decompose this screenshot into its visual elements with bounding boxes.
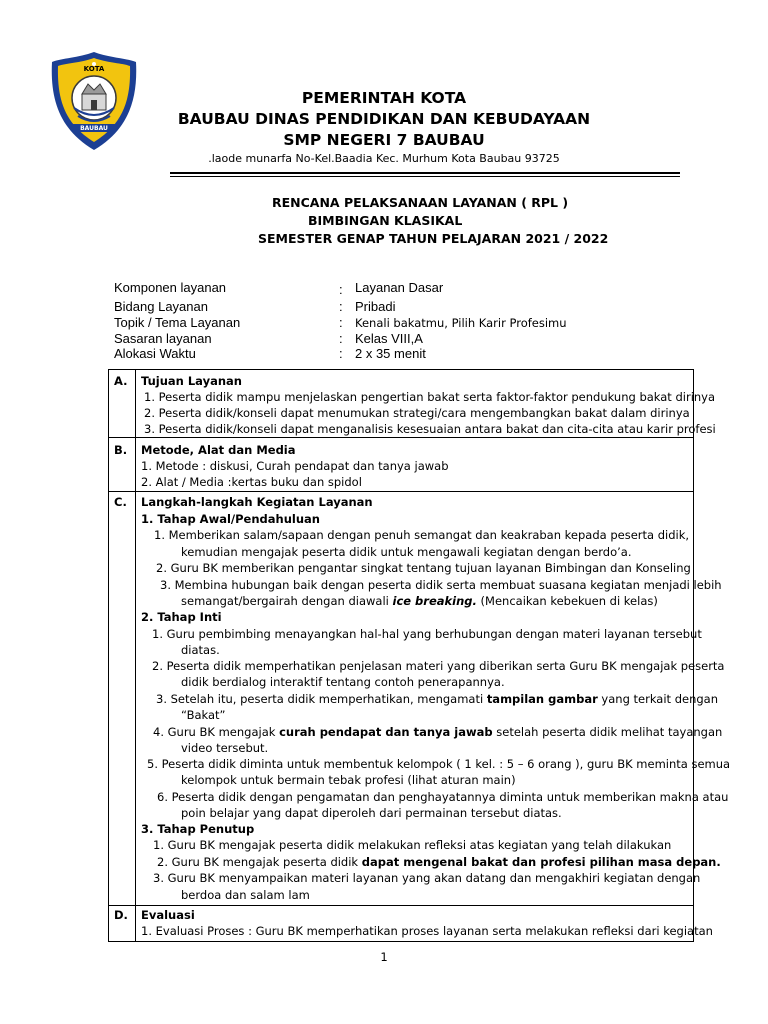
step-line: semangat/bergairah dengan diawali ice breaking. (Mencaikan kebekuen di kelas): [181, 594, 658, 608]
title-line-2: BIMBINGAN KLASIKAL: [308, 213, 463, 228]
header-address: .laode munarfa No-Kel.Baadia Kec. Murhum Kota Baubau 93725: [208, 152, 560, 165]
stage-2-heading: 2. Tahap Inti: [141, 610, 222, 624]
step-line: 5. Peserta didik diminta untuk membentuk kelompok ( 1 kel. : 5 – 6 orang ), guru BK meminta semua: [147, 757, 731, 771]
section-a-item: 2. Peserta didik/konseli dapat menumukan strategi/cara mengembangkan bakat dalam dirinya: [144, 406, 690, 420]
logo-top-text: KOTA: [83, 65, 105, 73]
info-colon: :: [339, 282, 343, 297]
header-line-2: BAUBAU DINAS PENDIDIKAN DAN KEBUDAYAAN: [177, 110, 591, 128]
info-colon: :: [339, 346, 343, 361]
step-line: 1. Guru BK mengajak peserta didik melakukan refleksi atas kegiatan yang telah dilakukan: [153, 838, 672, 852]
step-line: 1. Guru pembimbing menayangkan hal-hal yang berhubungan dengan materi layanan tersebut: [152, 627, 702, 641]
logo-bottom-text: BAUBAU: [80, 125, 108, 132]
title-line-1: RENCANA PELAKSANAAN LAYANAN ( RPL ): [272, 195, 569, 210]
header-line-3: SMP NEGERI 7 BAUBAU: [283, 131, 485, 149]
step-line: kemudian mengajak peserta didik untuk mengawali kegiatan dengan berdo’a.: [181, 545, 632, 559]
step-line: didik berdialog interaktif tentang contoh penerapannya.: [181, 675, 505, 689]
table-row-divider: [108, 905, 694, 906]
info-colon: :: [339, 315, 343, 330]
section-a-item: 3. Peserta didik/konseli dapat menganalisis kesesuaian antara bakat dan cita-cita atau karir profesi: [144, 422, 716, 436]
section-c-letter: C.: [114, 495, 127, 509]
stage-1-heading: 1. Tahap Awal/Pendahuluan: [141, 512, 320, 526]
step-line: 2. Guru BK mengajak peserta didik dapat mengenal bakat dan profesi pilihan masa depan.: [157, 855, 721, 869]
header-rule-thin: [170, 176, 680, 177]
section-b-item: 2. Alat / Media :kertas buku dan spidol: [141, 475, 362, 489]
info-value: Layanan Dasar: [355, 280, 444, 295]
header-line-1: PEMERINTAH KOTA: [301, 89, 467, 107]
info-label: Bidang Layanan: [114, 299, 208, 314]
info-label: Komponen layanan: [114, 280, 227, 295]
section-b-heading: Metode, Alat dan Media: [141, 443, 296, 457]
page-number: 1: [380, 950, 388, 964]
step-line: 3. Setelah itu, peserta didik memperhatikan, mengamati tampilan gambar yang terkait dengan: [156, 692, 718, 706]
info-label: Sasaran layanan: [114, 331, 212, 346]
step-line: 4. Guru BK mengajak curah pendapat dan tanya jawab setelah peserta didik melihat tayangan: [153, 725, 723, 739]
info-value: Kenali bakatmu, Pilih Karir Profesimu: [355, 316, 567, 330]
section-b-item: 1. Metode : diskusi, Curah pendapat dan tanya jawab: [141, 459, 449, 473]
table-row-divider: [108, 491, 694, 492]
step-line: diatas.: [181, 643, 220, 657]
section-d-item: 1. Evaluasi Proses : Guru BK memperhatikan proses layanan serta melakukan refleksi dari kegiatan: [141, 924, 713, 938]
step-line: 3. Guru BK menyampaikan materi layanan yang akan datang dan mengakhiri kegiatan dengan: [153, 871, 701, 885]
stage-3-heading: 3. Tahap Penutup: [141, 822, 255, 836]
section-d-letter: D.: [114, 908, 128, 922]
step-line: 6. Peserta didik dengan pengamatan dan penghayatannya diminta untuk memberikan makna atau: [157, 790, 729, 804]
table-column-divider: [135, 369, 136, 942]
title-line-3: SEMESTER GENAP TAHUN PELAJARAN 2021 / 2022: [258, 231, 609, 246]
step-line: berdoa dan salam lam: [181, 888, 310, 902]
info-colon: :: [339, 331, 343, 346]
step-line: 3. Membina hubungan baik dengan peserta didik serta membuat suasana kegiatan menjadi lebih: [160, 578, 722, 592]
section-a-item: 1. Peserta didik mampu menjelaskan pengertian bakat serta faktor-faktor pendukung bakat dirinya: [144, 390, 716, 404]
step-line: 2. Peserta didik memperhatikan penjelasan materi yang diberikan serta Guru BK mengajak peserta: [152, 659, 725, 673]
header-rule-thick: [170, 172, 680, 174]
info-value: Pribadi: [355, 299, 396, 314]
info-value: Kelas VIII,A: [355, 331, 423, 346]
section-d-heading: Evaluasi: [141, 908, 195, 922]
info-label: Topik / Tema Layanan: [114, 315, 241, 330]
info-value: 2 x 35 menit: [355, 346, 426, 361]
section-a-letter: A.: [114, 374, 128, 388]
step-line: 2. Guru BK memberikan pengantar singkat tentang tujuan layanan Bimbingan dan Konseling: [156, 561, 691, 575]
step-line: kelompok untuk bermain tebak profesi (lihat aturan main): [181, 773, 516, 787]
info-label: Alokasi Waktu: [114, 346, 196, 361]
step-line: 1. Memberikan salam/sapaan dengan penuh semangat dan keakraban kepada peserta didik,: [154, 528, 690, 542]
section-a-heading: Tujuan Layanan: [141, 374, 242, 388]
step-line: video tersebut.: [181, 741, 269, 755]
table-row-divider: [108, 437, 694, 438]
step-line: “Bakat”: [181, 708, 226, 722]
section-c-heading: Langkah-langkah Kegiatan Layanan: [141, 495, 373, 509]
info-colon: :: [339, 299, 343, 314]
step-line: poin belajar yang dapat diperoleh dari permainan tersebut diatas.: [181, 806, 562, 820]
section-b-letter: B.: [114, 443, 128, 457]
